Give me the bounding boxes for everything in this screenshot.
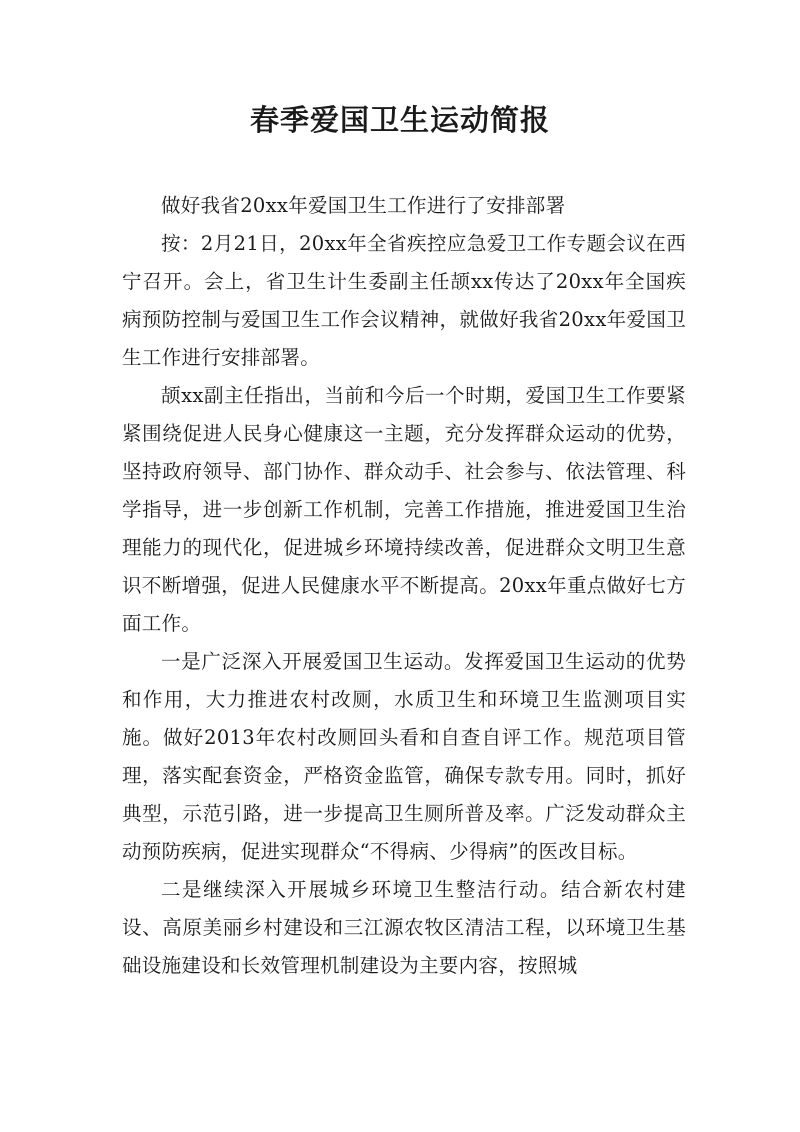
document-body [122,187,686,985]
document-title: 春季爱国卫生运动简报 [249,103,550,137]
paragraph-overview: 颉xx副主任指出，当前和今后一个时期，爱国卫生工作要紧紧围绕促进人民身心健康这一主题，充分发挥群众运动的优势，坚持政府领导、部门协作、群众动手、社会参与、依法管理、科学指导，进一步创新工作机制，完善工作措施，推进爱国卫生治理能力的现代化，促进城乡环境持续改善，促进群众文明卫生意识不断增强，促进人民健康水平不断提高。20xx年重点做好七方面工作。 [122,384,686,635]
paragraph-point-two: 二是继续深入开展城乡环境卫生整洁行动。结合新农村建设、高原美丽乡村建设和三江源农牧区清洁工程，以环境卫生基础设施建设和长效管理机制建设为主要内容，按照城 [122,878,686,977]
paragraph-point-one: 一是广泛深入开展爱国卫生运动。发挥爱国卫生运动的优势和作用，大力推进农村改厕，水质卫生和环境卫生监测项目实施。做好2013年农村改厕回头看和自查自评工作。规范项目管理，落实配套资金，严格资金监管，确保专款专用。同时，抓好典型，示范引路，进一步提高卫生厕所普及率。广泛发动群众主动预防疾病，促进实现群众“不得病、少得病”的医改目标。 [122,650,686,863]
paragraph-subtitle: 做好我省20xx年爱国卫生工作进行了安排部署 [161,194,566,217]
paragraph-note: 按：2月21日，20xx年全省疾控应急爱卫工作专题会议在西宁召开。会上，省卫生计生委副主任颉xx传达了20xx年全国疾病预防控制与爱国卫生工作会议精神，就做好我省20xx年爱国卫生工作进行安排部署。 [122,232,686,369]
